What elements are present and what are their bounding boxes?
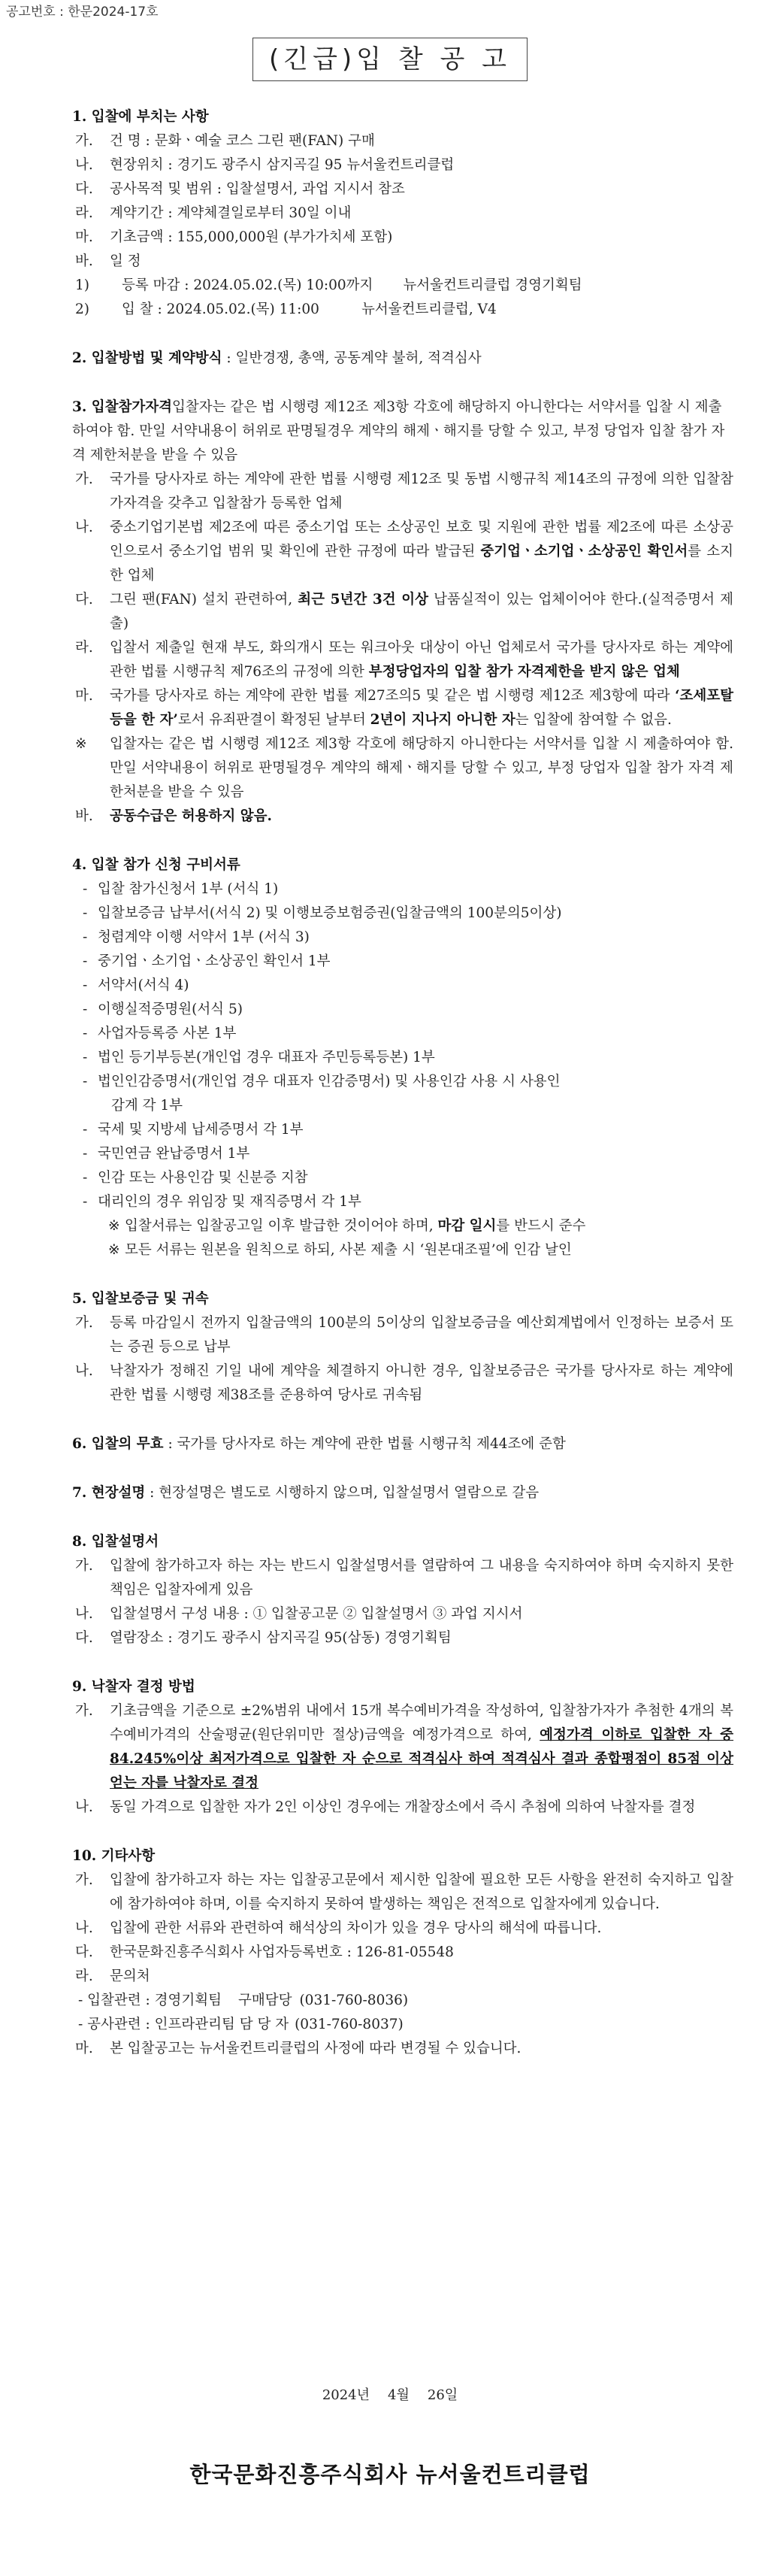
item-text: 등록 마감일시 전까지 입찰금액의 100분의 5이상의 입찰보증금을 예산회계법에서 인정하는 보증서 또는 증권 등으로 납부 — [110, 1315, 733, 1355]
list-item: - 인감 또는 사용인감 및 신분증 지참 — [83, 1170, 308, 1186]
item-marker: 가. — [75, 471, 93, 487]
section-5 — [72, 1287, 733, 1408]
note-text: 입찰자는 같은 법 시행령 제12조 제3항 각호에 해당하지 아니한다는 서약서를 입찰 시 제출하여야 함. 만일 서약내용이 허위로 판명될경우 계약의 해제ㆍ해지를 당할 수 있고, 부정 당업자 입찰 참가 자격 제한처분을 받을 수 있음 — [110, 736, 733, 800]
notice-number: 공고번호 : 한문2024-17호 — [6, 5, 159, 20]
item-marker: 가. — [75, 1703, 93, 1719]
item-value: 계약체결일로부터 30일 이내 — [177, 205, 352, 221]
list-item-continuation: 감계 각 1부 — [111, 1098, 183, 1114]
section-title: 10. 기타사항 — [72, 1848, 156, 1864]
item-marker: 다. — [75, 181, 93, 197]
item-marker: 가. — [75, 1872, 93, 1888]
item-value: 2024.05.02.(목) 10:00까지 — [193, 277, 373, 293]
item-marker: 마. — [75, 688, 93, 704]
contact-row: - 입찰관련 : 경영기획팀 구매담당 (031-760-8036) — [78, 1993, 409, 2008]
item-text: 중소기업기본법 제2조에 따른 중소기업 또는 소상공인 보호 및 지원에 관한 법률 제2조에 따른 소상공인으로서 중소기업 범위 및 확인에 관한 규정에 따라 발급된 — [110, 520, 733, 559]
list-item: - 입찰 참가신청서 1부 (서식 1) — [83, 881, 279, 897]
item-marker: 나. — [75, 1920, 93, 1936]
item-marker: 다. — [75, 1944, 93, 1960]
item-text: 입찰설명서 구성 내용 : ① 입찰공고문 ② 입찰설명서 ③ 과업 지시서 — [110, 1606, 523, 1622]
item-marker: 가. — [75, 1315, 93, 1331]
notice-date — [0, 2384, 780, 2408]
list-item: - 법인인감증명서(개인업 경우 대표자 인감증명서) 및 사용인감 사용 시 사용인 — [83, 1074, 561, 1089]
section-6 — [72, 1432, 733, 1456]
list-item: - 법인 등기부등본(개인업 경우 대표자 주민등록등본) 1부 — [83, 1050, 435, 1065]
section-title: 8. 입찰설명서 — [72, 1534, 159, 1550]
item-emphasis: 예정가격 이하로 입찰한 자 중 84.245%이상 최저가격으로 입찰한 자 순으로 적격심사 하여 적격심사 결과 종합평점이 85점 이상 얻는 자를 낙찰자로 결정 — [110, 1727, 734, 1791]
note-marker: ※ — [75, 736, 87, 752]
item-text: 기초금액을 기준으로 ±2%범위 내에서 15개 복수예비가격을 작성하여, 입찰참가자가 추첨한 4개의 복수예비가격의 산술평균(원단위미만 절상)금액을 예정가격으로 하여, — [110, 1703, 733, 1743]
item-emphasis: 중기업ㆍ소기업ㆍ소상공인 확인서 — [480, 544, 688, 559]
section-title: 9. 낙찰자 결정 방법 — [72, 1679, 195, 1695]
section-9 — [72, 1675, 733, 1820]
item-marker: 나. — [75, 1363, 93, 1379]
item-text: 를 소지한 업체 — [110, 544, 733, 583]
list-item: - 대리인의 경우 위임장 및 재직증명서 각 1부 — [83, 1194, 361, 1210]
date-day: 26일 — [427, 2387, 458, 2403]
separator: : — [145, 1485, 159, 1501]
item-emphasis: 최근 5년간 3건 이상 — [298, 592, 429, 608]
item-value: 경기도 광주시 삼지곡길 95 뉴서울컨트리클럽 — [177, 157, 455, 173]
list-item: - 국세 및 지방세 납세증명서 각 1부 — [83, 1122, 304, 1138]
item-emphasis: 부정당업자의 입찰 참가 자격제한을 받지 않은 업체 — [368, 664, 680, 680]
item-value: 입찰설명서, 과업 지시서 참조 — [225, 181, 405, 197]
item-label: 공사목적 및 범위 : — [110, 181, 222, 197]
list-item: - 국민연금 완납증명서 1부 — [83, 1146, 250, 1162]
section-2 — [72, 347, 733, 371]
notice-body — [72, 105, 733, 2061]
section-title: 1. 입찰에 부치는 사항 — [72, 109, 209, 125]
item-marker: 나. — [75, 1606, 93, 1622]
item-marker: 나. — [75, 157, 93, 173]
section-8 — [72, 1530, 733, 1650]
date-year: 2024년 — [322, 2387, 370, 2403]
date-month: 4월 — [388, 2387, 410, 2403]
item-label: 계약기간 : — [110, 205, 173, 221]
section-title: 7. 현장설명 — [72, 1485, 146, 1501]
section-value: 일반경쟁, 총액, 공동계약 불허, 적격심사 — [235, 350, 482, 366]
item-marker: 가. — [75, 133, 93, 149]
list-item: - 청렴계약 이행 서약서 1부 (서식 3) — [83, 929, 310, 945]
section-10 — [72, 1844, 733, 2061]
section-1 — [72, 105, 733, 322]
item-text: 한국문화진흥주식회사 사업자등록번호 : 126-81-05548 — [110, 1944, 454, 1960]
item-marker: 라. — [75, 640, 93, 656]
item-text: 국가를 당사자로 하는 계약에 관한 법률 시행령 제12조 및 동법 시행규칙 제14조의 규정에 의한 입찰참가자격을 갖추고 입찰참가 등록한 업체 — [110, 471, 733, 511]
item-marker: 마. — [75, 229, 93, 245]
item-marker: 라. — [75, 1968, 93, 1984]
item-place: 뉴서울컨트리클럽, V4 — [361, 302, 497, 317]
item-marker: 2) — [75, 302, 89, 317]
organization-name: 한국문화진흥주식회사 뉴서울컨트리클럽 — [189, 2462, 591, 2487]
item-text: 본 입찰공고는 뉴서울컨트리클럽의 사정에 따라 변경될 수 있습니다. — [110, 2041, 522, 2056]
item-text: 입찰에 관한 서류와 관련하여 해석상의 차이가 있을 경우 당사의 해석에 따릅니다. — [110, 1920, 602, 1936]
contact-row: - 공사관련 : 인프라관리팀 담 당 자 (031-760-8037) — [78, 2017, 404, 2032]
item-text: 입찰에 참가하고자 하는 자는 반드시 입찰설명서를 열람하여 그 내용을 숙지하여야 하며 숙지하지 못한 책임은 입찰자에게 있음 — [110, 1558, 733, 1598]
item-text: 납품실적이 있는 업체이어야 한다.(실적증명서 제출) — [110, 592, 733, 632]
item-text: 그린 팬(FAN) 설치 관련하여, — [110, 592, 298, 608]
section-title: 4. 입찰 참가 신청 구비서류 — [72, 857, 240, 873]
list-item: - 이행실적증명원(서식 5) — [83, 1002, 243, 1017]
item-marker: 나. — [75, 1799, 93, 1815]
item-marker: 다. — [75, 592, 93, 608]
item-place: 뉴서울컨트리클럽 경영기획팀 — [403, 277, 582, 293]
separator: : — [163, 1436, 177, 1452]
section-3 — [72, 395, 733, 829]
item-value: 문화ㆍ예술 코스 그린 팬(FAN) 구매 — [154, 133, 375, 149]
item-value: 2024.05.02.(목) 11:00 — [166, 302, 319, 317]
section-title: 3. 입찰참가자격 — [72, 399, 172, 415]
section-title: 2. 입찰방법 및 계약방식 — [72, 350, 222, 366]
note: ※ 모든 서류는 원본을 원칙으로 하되, 사본 제출 시 ‘원본대조필’에 인감 날인 — [108, 1242, 572, 1258]
item-marker: 다. — [75, 1630, 93, 1646]
item-marker: 나. — [75, 520, 93, 535]
section-4 — [72, 853, 733, 1262]
item-text: 낙찰자가 정해진 기일 내에 계약을 체결하지 아니한 경우, 입찰보증금은 국가를 당사자로 하는 계약에 관한 법률 시행령 제38조를 준용하여 당사로 귀속됨 — [110, 1363, 733, 1403]
item-text: 입찰에 참가하고자 하는 자는 입찰공고문에서 제시한 입찰에 필요한 모든 사항을 완전히 숙지하고 입찰에 참가하여야 하며, 이를 숙지하지 못하여 발생하는 책임은 전적으로 입찰자에게 있습니다. — [110, 1872, 733, 1912]
item-text: 문의처 — [110, 1968, 150, 1984]
item-value: 155,000,000원 (부가가치세 포함) — [177, 229, 393, 245]
item-emphasis: 공동수급은 허용하지 않음. — [110, 808, 272, 824]
page-title: (긴급)입 찰 공 고 — [252, 38, 528, 81]
item-label: 일 정 — [110, 253, 141, 269]
item-marker: 바. — [75, 253, 93, 269]
item-label: 등록 마감 : — [122, 277, 189, 293]
section-note: 입찰자는 같은 법 시행령 제12조 제3항 각호에 해당하지 아니한다는 서약서를 입찰 시 제출하여야 함. 만일 서약내용이 허위로 판명될경우 계약의 해제ㆍ해지를 당할 수 있고, 부정 당업자 입찰 참가 자격 제한처분을 받을 수 있음 — [72, 399, 725, 463]
section-title: 6. 입찰의 무효 — [72, 1436, 164, 1452]
item-marker: 마. — [75, 2041, 93, 2056]
section-value: 국가를 당사자로 하는 계약에 관한 법률 시행규칙 제44조에 준함 — [177, 1436, 566, 1452]
separator: : — [222, 350, 236, 366]
section-value: 현장설명은 별도로 시행하지 않으며, 입찰설명서 열람으로 갈음 — [159, 1485, 540, 1501]
item-label: 기초금액 : — [110, 229, 173, 245]
item-text: 로서 유죄판결이 확정된 날부터 — [177, 712, 370, 728]
item-label: 건 명 : — [110, 133, 150, 149]
item-marker: 라. — [75, 205, 93, 221]
note: ※ 입찰서류는 입찰공고일 이후 발급한 것이어야 하며, 마감 일시를 반드시 준수 — [108, 1218, 586, 1234]
item-emphasis: 2년이 지나지 아니한 자 — [370, 712, 515, 728]
section-title: 5. 입찰보증금 및 귀속 — [72, 1291, 209, 1307]
item-marker: 가. — [75, 1558, 93, 1574]
item-text: 국가를 당사자로 하는 계약에 관한 법률 제27조의5 및 같은 법 시행령 제12조 제3항에 따라 — [110, 688, 676, 704]
item-emphasis: ‘조세포탈 등을 한 자’ — [110, 688, 733, 728]
item-label: 입 찰 : — [122, 302, 162, 317]
list-item: - 사업자등록증 사본 1부 — [83, 1026, 237, 1041]
item-text: 는 입찰에 참여할 수 없음. — [515, 712, 672, 728]
list-item: - 중기업ㆍ소기업ㆍ소상공인 확인서 1부 — [83, 953, 331, 969]
item-marker: 1) — [75, 277, 89, 293]
item-marker: 바. — [75, 808, 93, 824]
item-label: 현장위치 : — [110, 157, 173, 173]
item-text: 입찰서 제출일 현재 부도, 화의개시 또는 워크아웃 대상이 아닌 업체로서 국가를 당사자로 하는 계약에 관한 법률 시행규칙 제76조의 규정에 의한 — [110, 640, 733, 680]
list-item: - 서약서(서식 4) — [83, 977, 189, 993]
list-item: - 입찰보증금 납부서(서식 2) 및 이행보증보험증권(입찰금액의 100분의5이상) — [83, 905, 562, 921]
section-7 — [72, 1481, 733, 1505]
item-text: 동일 가격으로 입찰한 자가 2인 이상인 경우에는 개찰장소에서 즉시 추첨에 의하여 낙찰자를 결정 — [110, 1799, 696, 1815]
item-text: 열람장소 : 경기도 광주시 삼지곡길 95(삼동) 경영기획팀 — [110, 1630, 452, 1646]
